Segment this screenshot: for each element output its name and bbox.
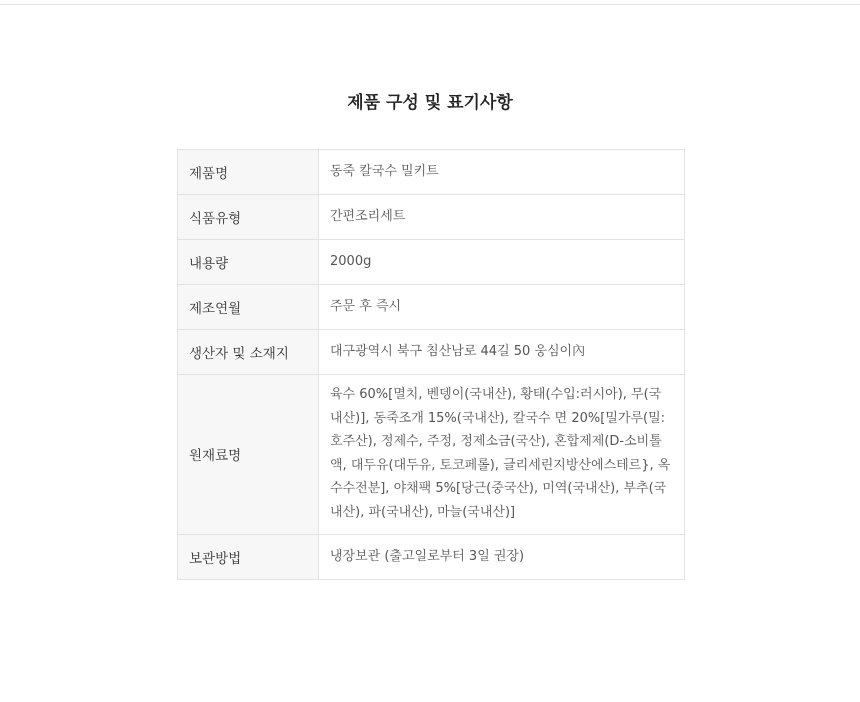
row-label: 내용량 <box>178 240 319 285</box>
table-row-product-name <box>178 150 685 195</box>
top-divider <box>0 4 860 5</box>
table-row-producer-location <box>178 330 685 375</box>
row-label: 식품유형 <box>178 195 319 240</box>
table-row-net-content <box>178 240 685 285</box>
row-value: 냉장보관 (출고일로부터 3일 권장) <box>319 534 685 579</box>
row-value: 2000g <box>319 240 685 285</box>
row-label: 생산자 및 소재지 <box>178 330 319 375</box>
section-title: 제품 구성 및 표기사항 <box>347 93 513 113</box>
row-value: 대구광역시 북구 침산남로 44길 50 웅심이內 <box>319 330 685 375</box>
table-row-storage <box>178 534 685 579</box>
table-row-ingredients <box>178 375 685 535</box>
row-label: 제조연월 <box>178 285 319 330</box>
row-value: 동죽 칼국수 밀키트 <box>319 150 685 195</box>
row-label: 제품명 <box>178 150 319 195</box>
row-label: 보관방법 <box>178 534 319 579</box>
row-label: 원재료명 <box>178 375 319 535</box>
row-value: 육수 60%[멸치, 벤뎅이(국내산), 황태(수입:러시아), 무(국내산)], 동죽조개 15%(국내산), 칼국수 면 20%[밀가루(밀:호주산), 정제수, 주정, 정제소금(국산), 혼합제제(D-소비톨액, 대두유(대두유, 토코페롤), 글리세린지방산에스테르}, 옥수수전분], 야채팩 5%[당근(중국산), 미역(국내산), 부추(국내산), 파(국내산), 마늘(국내산)] <box>319 375 685 535</box>
product-info-table <box>177 149 685 580</box>
row-value: 간편조리세트 <box>319 195 685 240</box>
table-row-food-type <box>178 195 685 240</box>
table-row-manufacture-date <box>178 285 685 330</box>
row-value: 주문 후 즉시 <box>319 285 685 330</box>
